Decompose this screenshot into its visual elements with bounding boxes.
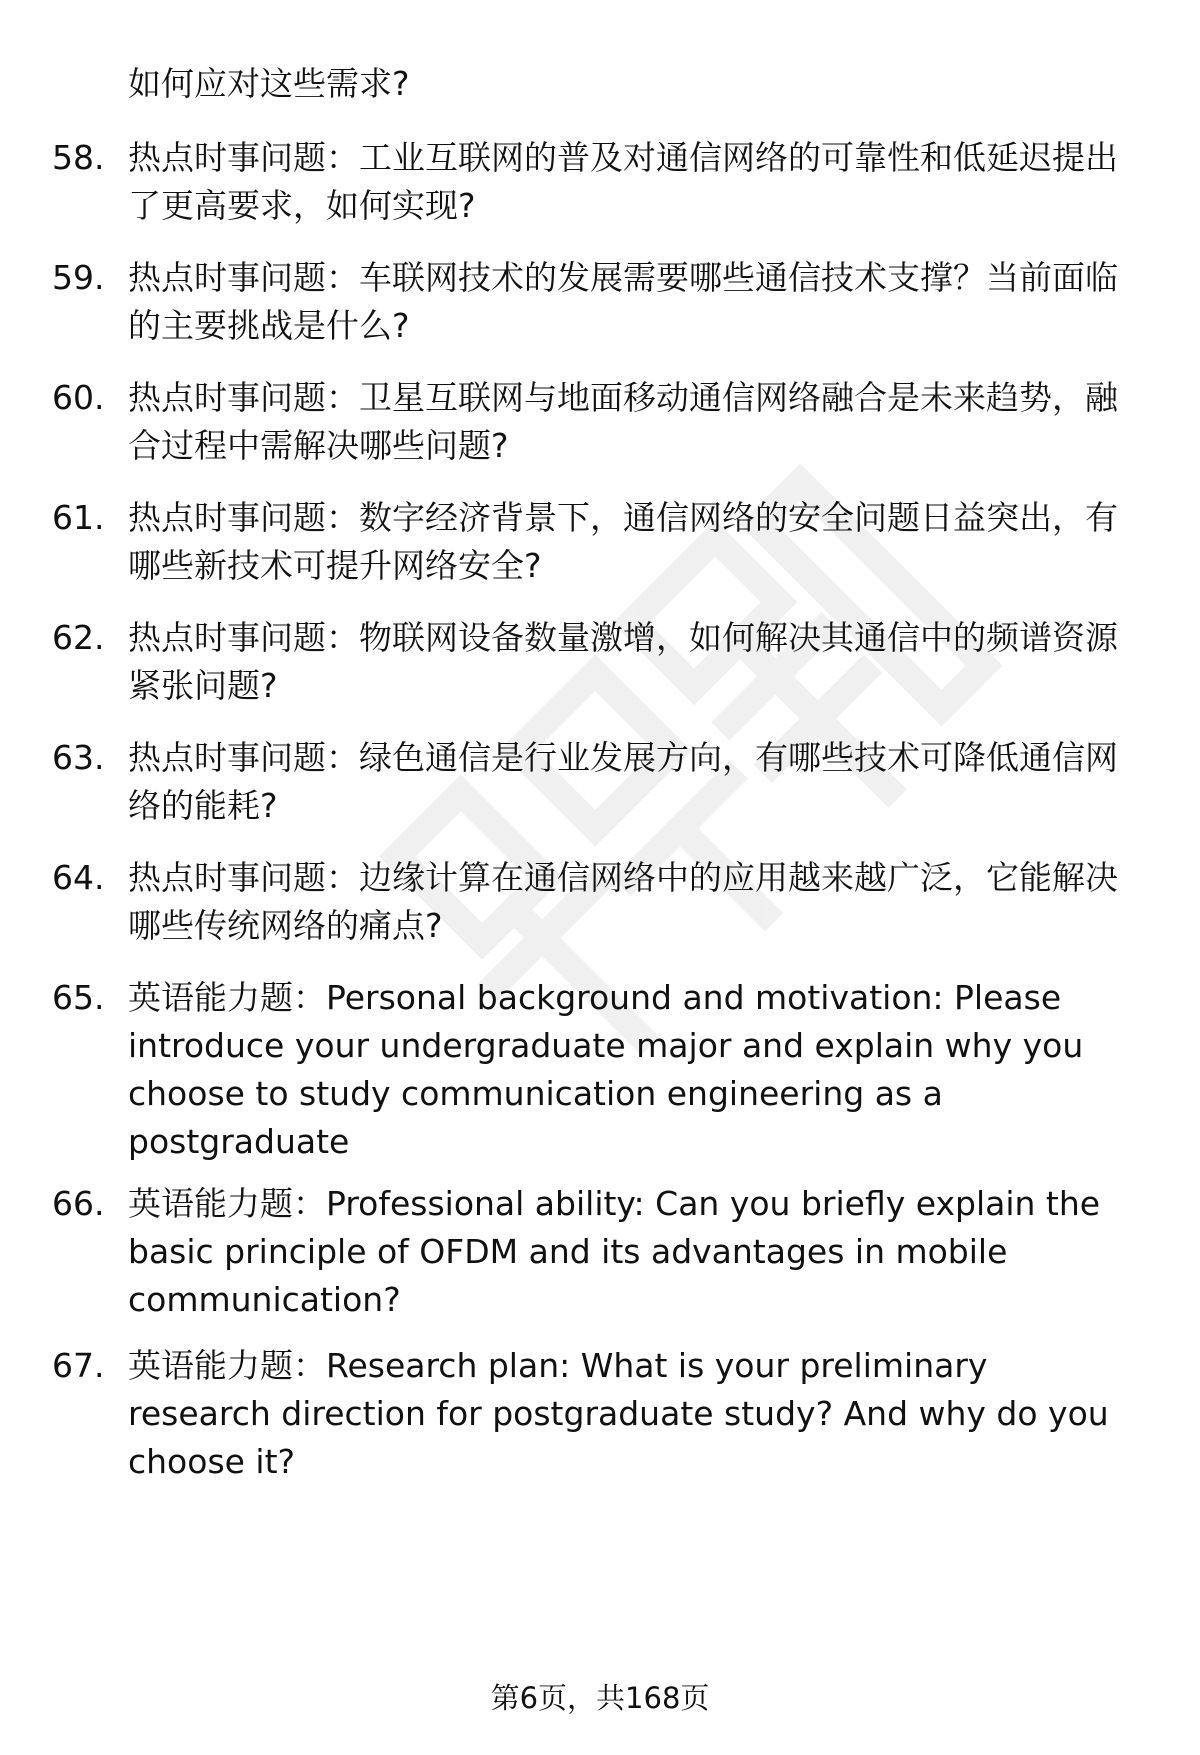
question-text: 热点时事问题：工业互联网的普及对通信网络的可靠性和低延迟提出了更高要求，如何实现? — [128, 138, 1118, 225]
question-number: 66. — [52, 1184, 105, 1223]
question-number: 60. — [52, 378, 105, 417]
question-number: 62. — [52, 618, 105, 657]
question-number: 63. — [52, 738, 105, 777]
question-number: 67. — [52, 1346, 105, 1385]
question-text: 英语能力题：Research plan: What is your preliminary research direction for postgraduate study? And why do you choose it? — [128, 1346, 1109, 1481]
question-number: 61. — [52, 498, 105, 537]
question-text: 热点时事问题：边缘计算在通信网络中的应用越来越广泛，它能解决哪些传统网络的痛点? — [128, 858, 1118, 945]
page-number-footer: 第6页，共168页 — [490, 1681, 710, 1715]
question-number: 65. — [52, 978, 105, 1017]
question-text: 英语能力题：Professional ability: Can you briefly explain the basic principle of OFDM and its advantages in mobile communication? — [128, 1184, 1101, 1319]
question-text: 英语能力题：Personal background and motivation: Please introduce your undergraduate major and explain why you choose to study communication engineering as a postgraduate — [128, 978, 1084, 1161]
question-text: 热点时事问题：卫星互联网与地面移动通信网络融合是未来趋势，融合过程中需解决哪些问题? — [128, 378, 1118, 465]
question-text: 热点时事问题：车联网技术的发展需要哪些通信技术支撑？当前面临的主要挑战是什么? — [128, 258, 1118, 345]
continuation-text: 如何应对这些需求? — [128, 64, 410, 103]
question-number: 59. — [52, 258, 105, 297]
question-text: 热点时事问题：数字经济背景下，通信网络的安全问题日益突出，有哪些新技术可提升网络安全? — [128, 498, 1118, 585]
question-text: 热点时事问题：绿色通信是行业发展方向，有哪些技术可降低通信网络的能耗? — [128, 738, 1118, 825]
question-number: 64. — [52, 858, 105, 897]
question-text: 热点时事问题：物联网设备数量激增，如何解决其通信中的频谱资源紧张问题? — [128, 618, 1118, 705]
question-number: 58. — [52, 138, 105, 177]
